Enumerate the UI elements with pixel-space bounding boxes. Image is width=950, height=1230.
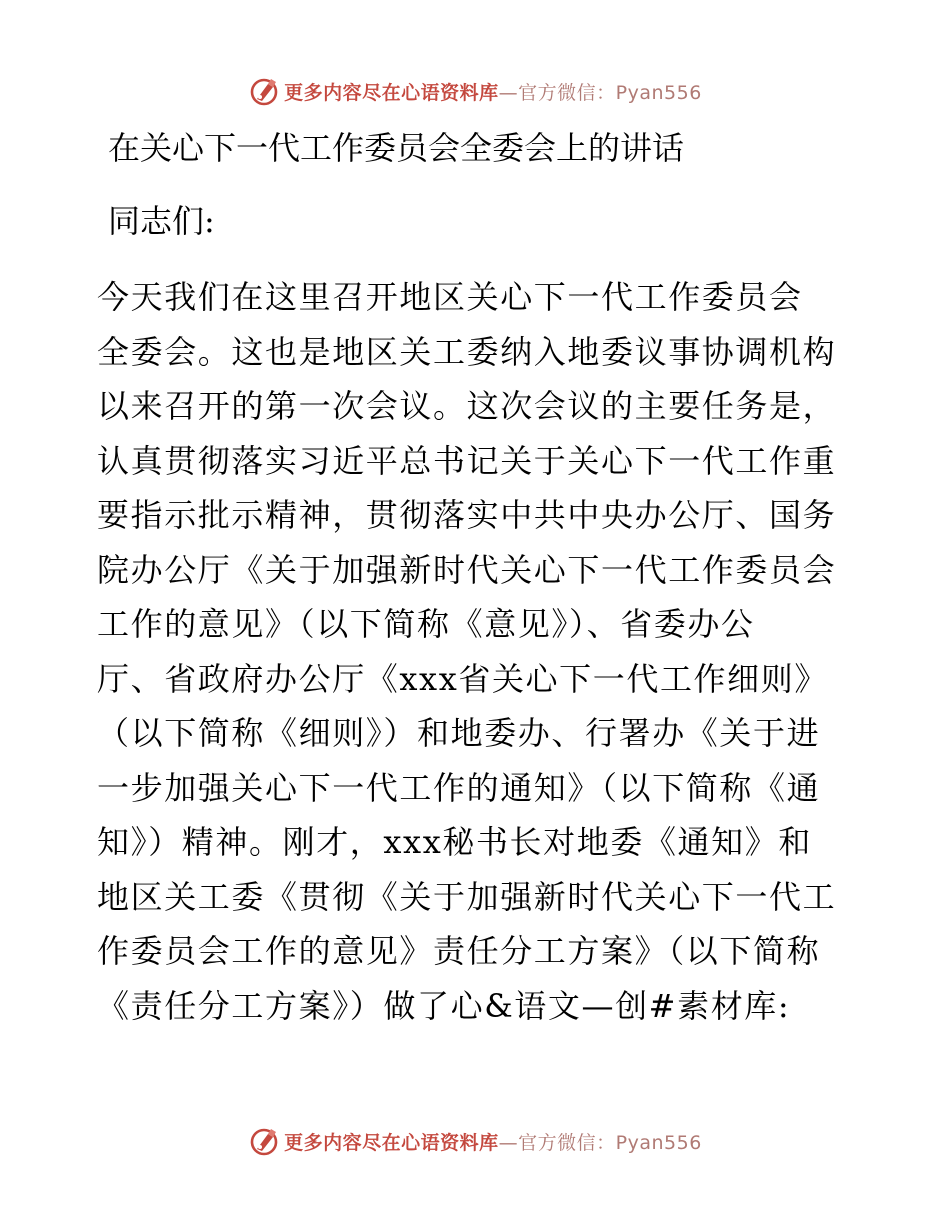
body-line: 《责任分工方案》）做了心&语文—创#素材库: [97, 986, 791, 1025]
body-line: 知》）精神。刚才，xxx秘书长对地委《通知》和 [97, 823, 812, 861]
body-line: 厅、省政府办公厅《xxx省关心下一代工作细则》 [97, 659, 828, 698]
body-line: 地区关工委《贯彻《关于加强新时代关心下一代工 [97, 877, 837, 916]
pen-circle-logo-icon [248, 75, 280, 107]
watermark-account: 官方微信：Pyan556 [518, 81, 702, 104]
pen-circle-logo-icon [248, 1125, 280, 1157]
body-line: 要指示批示精神，贯彻落实中共中央办公厅、国务 [97, 496, 837, 534]
watermark-dash: — [498, 1131, 519, 1154]
watermark-dash: — [498, 81, 519, 104]
watermark-account: 官方微信：Pyan556 [518, 1131, 702, 1154]
watermark-headline: 更多内容尽在心语资料库 [284, 1131, 499, 1154]
watermark-banner-bottom [0, 1121, 950, 1161]
body-line: 今天我们在这里召开地区关心下一代工作委员会 [97, 278, 803, 316]
body-line: 院办公厅《关于加强新时代关心下一代工作委员会 [97, 550, 837, 589]
document-greeting: 同志们: [108, 202, 215, 240]
body-line: 工作的意见》（以下简称《意见》）、省委办公 [97, 605, 755, 643]
body-line: （以下简称《细则》）和地委办、行署办《关于进 [97, 714, 821, 752]
document-title: 在关心下一代工作委员会全委会上的讲话 [108, 129, 685, 167]
body-line: 作委员会工作的意见》责任分工方案》（以下简称 [97, 932, 821, 970]
body-line: 认真贯彻落实习近平总书记关于关心下一代工作重 [97, 441, 837, 480]
body-line: 一步加强关心下一代工作的通知》（以下简称《通 [97, 768, 821, 807]
watermark-text [284, 78, 702, 105]
watermark-headline: 更多内容尽在心语资料库 [284, 81, 499, 104]
watermark-banner-top [0, 71, 950, 111]
body-line: 以来召开的第一次会议。这次会议的主要任务是， [97, 387, 837, 425]
watermark-text [284, 1128, 702, 1155]
body-line: 全委会。这也是地区关工委纳入地委议事协调机构 [97, 332, 837, 371]
document-body [97, 270, 857, 1033]
